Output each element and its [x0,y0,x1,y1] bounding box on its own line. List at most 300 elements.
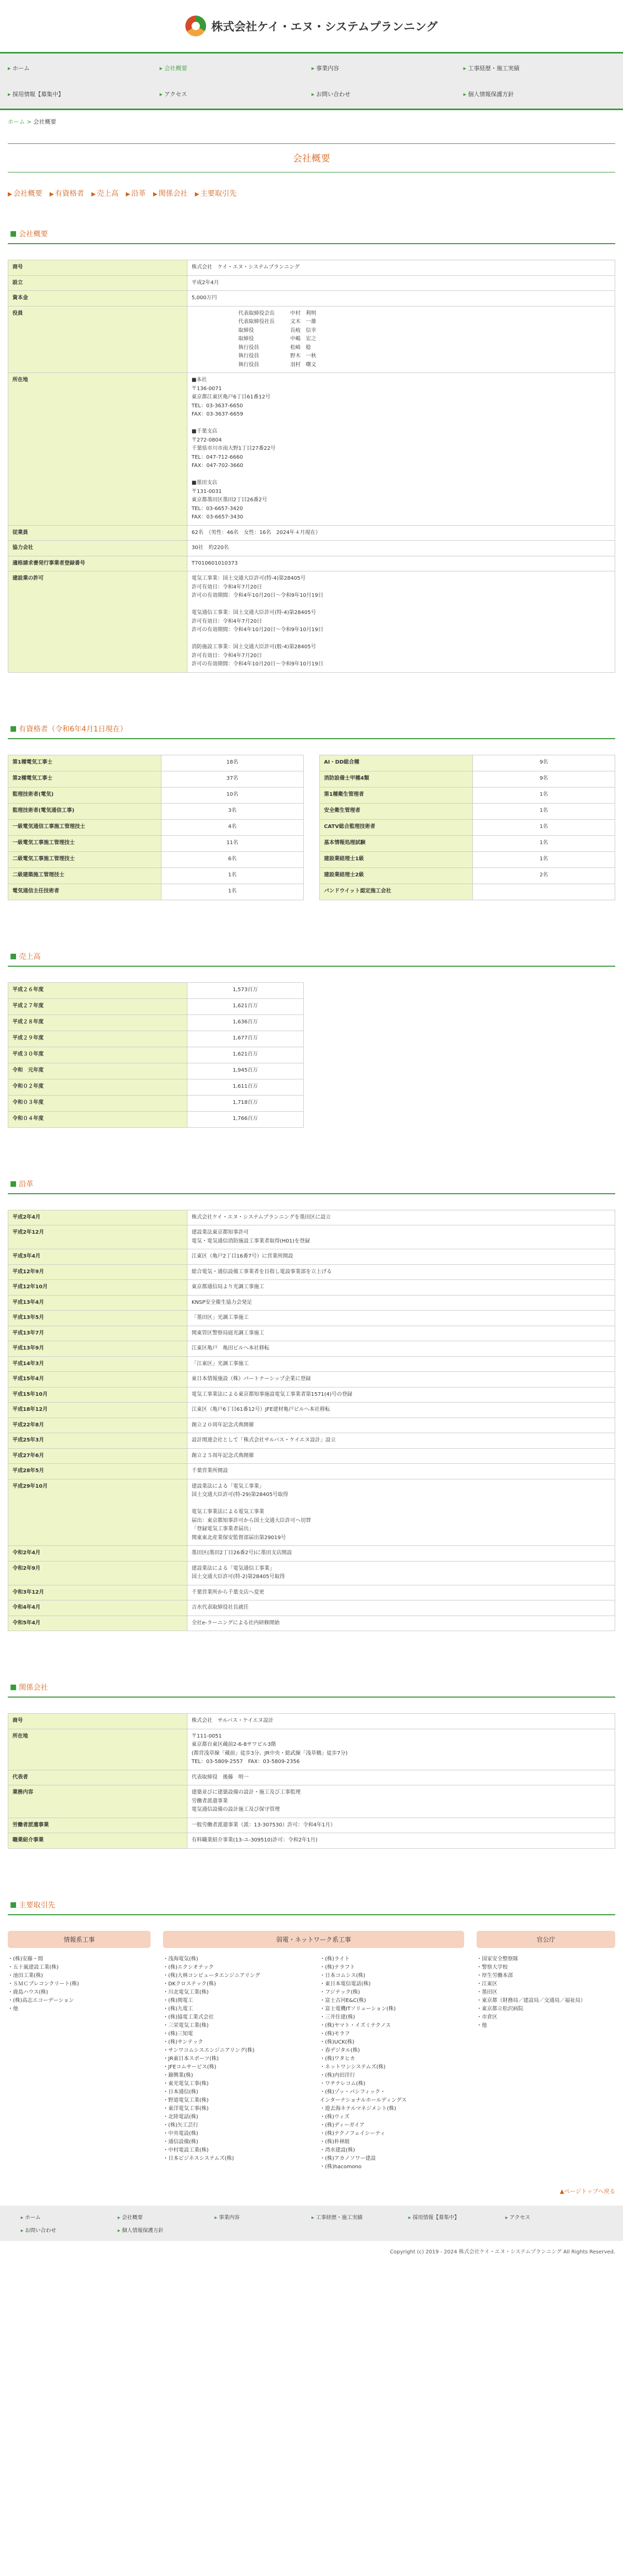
qualification-row [320,884,615,900]
copyright: Copyright (c) 2019 - 2024 株式会社ケイ・エヌ・システムプランニング All Rights Reserved. [390,2249,615,2255]
row-value: 1,945百万 [187,1063,304,1079]
row-label: 平成15年10月 [8,1387,187,1403]
row-label: 平成13年5月 [8,1311,187,1326]
row-value: 2名 [473,867,615,884]
bullet-icon: ■ [10,1683,17,1691]
anchor-link[interactable]: ▶ 関係会社 [153,188,187,198]
row-value: 1,573百万 [187,982,304,998]
sales-row [8,982,304,998]
qualification-row [320,771,615,787]
bullet-icon: ■ [10,724,17,733]
row-value: 4名 [161,819,304,835]
partner-item: ・ (株)モラフ [320,2030,464,2038]
row-value: 建設業法による「電気工事業」 国土交通大臣許可(特-29)第28405号取得 電気工事業法による電気工事業 届出：東京都知事許可から国土交通大臣許可へ切替 「登録電気工事業者届出」 関東東北産業保安監督部届出第29019号 [187,1479,615,1546]
qualification-row [8,884,304,900]
footer-nav-item[interactable]: ▸ アクセス [505,2213,602,2221]
row-value: 1,636百万 [187,1015,304,1031]
qualification-row [8,755,304,771]
row-label: 平成2年4月 [8,1210,187,1225]
history-row [8,1546,615,1561]
row-value: 62名 （男性：46名 女性：16名 2024年４月現在） [187,525,615,541]
row-value: 「江東区」光調工事施工 [187,1356,615,1372]
section-title: 会社概要 [19,230,48,238]
breadcrumb [0,110,623,133]
partner-item: ・ 富士古河E&C(株) [320,1997,464,2005]
footer-nav-item[interactable]: ▸ 採用情報【募集中】 [409,2213,506,2221]
qualification-row [8,819,304,835]
row-label: 商号 [8,1714,187,1729]
row-label: 平成2年12月 [8,1225,187,1249]
partner-item: ・ 東京都立松沢病院 [477,2005,615,2013]
qualification-row [8,787,304,803]
row-value: T7010601010373 [187,556,615,571]
section-heading-qualifications [8,719,615,739]
partner-item: ・ (株)朴林組 [320,2138,464,2146]
officers-list [187,306,615,373]
row-value: 代表取締役 後藤 明一 [187,1770,615,1785]
row-value: 吉水代表取締役社長就任 [187,1600,615,1616]
partner-item: ・ JR東日本スポーツ(株) [163,2055,307,2063]
officer-title: 執行役員 [238,353,259,359]
partner-item: ・ 東京都（財務局／建設局／交通局／福祉局） [477,1997,615,2005]
row-value: 江東区（亀戸2丁目16番7号）に営業所開設 [187,1249,615,1265]
sales-row [8,1047,304,1063]
history-row [8,1387,615,1403]
history-row [8,1210,615,1225]
related-row [8,1818,615,1833]
row-label: 平成２８年度 [8,1015,187,1031]
history-row [8,1280,615,1296]
qualification-row [320,803,615,819]
partner-item: ・ 厚生労働本部 [477,1972,615,1980]
page-top-link[interactable]: ▲ページトップへ戻る [560,2187,615,2195]
row-label: 平成18年12月 [8,1403,187,1418]
partner-item: ・ 遊去海ネテルマネジメント(株) [320,2105,464,2113]
history-row [8,1403,615,1418]
history-row [8,1372,615,1387]
anchor-link[interactable]: ▶ 売上高 [91,188,118,198]
row-label: 一級電気通信工事施工管理技士 [8,819,161,835]
row-value: 1,677百万 [187,1031,304,1047]
history-row [8,1326,615,1341]
related-company-table [8,1713,615,1849]
history-row [8,1585,615,1600]
row-value: 東京都通信局より光調工事施工 [187,1280,615,1296]
row-value: 平成2年4月 [187,275,615,291]
section-heading-sales [8,947,615,967]
row-label: CATV総合監理技術者 [320,819,473,835]
row-label: パンドウイット認定施工会社 [320,884,473,900]
partner-item: ・ (株)関電工 [163,1997,307,2005]
row-label: 令和4年4月 [8,1600,187,1616]
history-row [8,1479,615,1546]
qualification-row [8,835,304,851]
partner-item: ・ (株)テラフト [320,1964,464,1972]
partner-item: ・ 日本コムシス(株) [320,1972,464,1980]
row-value: 1,621百万 [187,998,304,1015]
row-label: 第1種衛生管理者 [320,787,473,803]
section-heading-related [8,1678,615,1698]
row-label: 商号 [8,260,187,276]
officer-name: 羽村 曙文 [290,362,316,368]
officer-name: 野木 一秋 [290,353,316,359]
breadcrumb-separator: > [25,118,34,125]
row-value: 千葉営業所開設 [187,1464,615,1479]
row-value: 1名 [161,884,304,900]
nav-item[interactable]: ▸ 会社概要 [160,59,312,77]
history-row [8,1600,615,1616]
row-label: 平成29年10月 [8,1479,187,1546]
row-value: 11名 [161,835,304,851]
page-title: 会社概要 [8,143,615,172]
row-value: 30社 約220名 [187,541,615,556]
overview-row [8,260,615,276]
partner-item: ・ 中央電設(株) [163,2130,307,2138]
footer-nav-item[interactable]: ▸ 個人情報保護方針 [118,2226,215,2234]
qualification-row [320,835,615,851]
row-label: 令和 元年度 [8,1063,187,1079]
qualifications-table-left [8,755,304,900]
history-row [8,1311,615,1326]
partner-item: ・ 東日本電信電話(株) [320,1980,464,1988]
row-label: 平成28年5月 [8,1464,187,1479]
overview-row [8,373,615,526]
partner-item: ・ (株)矢工芸行 [163,2121,307,2130]
overview-table [8,260,615,673]
related-row [8,1770,615,1785]
partner-item: ・ (株)内田洋行 [320,2072,464,2080]
partner-item: ・ 三井住建(株) [320,2013,464,2022]
company-logo-text[interactable]: 株式会社ケイ・エヌ・システムプランニング [211,20,438,34]
overview-row [8,571,615,673]
sales-row [8,998,304,1015]
row-label: 所在地 [8,1729,187,1770]
qualification-row [320,819,615,835]
breadcrumb-home-link[interactable]: ホーム [8,118,25,125]
row-value: 創立２０周年記念式典開催 [187,1418,615,1433]
row-label: 平成２６年度 [8,982,187,998]
section-heading-history [8,1174,615,1194]
partner-item: ・ (株)安藤・間 [8,1955,151,1964]
partner-item: ・ サンワコムシスエンジニアリング(株) [163,2047,307,2055]
history-row [8,1561,615,1585]
row-label: AI・DD総合種 [320,755,473,771]
nav-item[interactable]: ▸ ホーム [8,59,160,77]
officer-name: 中嶋 宏之 [290,336,316,342]
sales-table [8,982,304,1128]
row-label: 建設業の許可 [8,571,187,673]
partner-item: ・ (株)ワタヒカ [320,2055,464,2063]
row-value: 建設業法による「電気通信工事業」 国土交通大臣許可(特-2)第28405号取得 [187,1561,615,1585]
partner-item: ・ 市倉区 [477,2013,615,2022]
row-label: 従業員 [8,525,187,541]
row-value: 電気工事業法による東京都知事施設電気工事業者第1571(4)号の登録 [187,1387,615,1403]
section-title: 主要取引先 [19,1901,56,1910]
overview-row [8,291,615,306]
qualifications [8,755,615,900]
qualification-row [320,867,615,884]
related-row [8,1785,615,1818]
partner-item: ・ 川北電気工業(株) [163,1988,307,1997]
officer-name: 松崎 稔 [290,344,311,351]
partner-item: ・ (株)ヤマト・イズミテクノス [320,2022,464,2030]
row-value: 千葉営業所から千葉支店へ変更 [187,1585,615,1600]
partner-item: ・ 日本ビジネスシステムズ(株) [163,2155,307,2163]
qualification-row [8,851,304,867]
row-label: 一級電気工事施工管理技士 [8,835,161,851]
sales-row [8,1095,304,1111]
row-value: 〒111-0051 東京都台東区蔵前2-6-8サワビル3階 (都営浅草線「蔵前」徒歩3分、JR中央・総武線「浅草橋」徒歩7分) TEL：03-5809-2557 FAX：03-5809-2356 [187,1729,615,1770]
overview-row [8,556,615,571]
row-value: 1,718百万 [187,1095,304,1111]
section-heading-partners [8,1896,615,1915]
row-value: 電気工事業：国土交通大臣許可(特-4)第28405号 許可有効日：令和4年7月20日 許可の有効期間：令和4年10月20日〜令和9年10月19日 電気通信工事業：国土交通大臣許可(特-4)第28405号 許可有効日：令和4年7月20日 許可の有効期間：令和4年10月20日〜令和9年10月19日 消防施設工事業：国土交通大臣許可(般-4)第28405号 許可有効日：令和4年7月20日 許可の有効期間：令和4年10月20日〜令和9年10月19日 [187,571,615,673]
row-label: 電気通信主任技術者 [8,884,161,900]
nav-item[interactable]: ▸ 採用情報【募集中】 [8,85,160,103]
history-row [8,1356,615,1372]
footer-nav-item[interactable]: ▸ お問い合わせ [21,2226,118,2234]
partner-column-header: 官公庁 [477,1931,615,1948]
breadcrumb-current: 会社概要 [33,118,57,125]
partner-item: ・ 池田工業(株) [8,1972,151,1980]
partner-item: ・ 東光電気工事(株) [163,2080,307,2088]
partner-item: ・ 北陸電話(株) [163,2113,307,2121]
overview-row-officers [8,306,615,373]
row-label: 協力会社 [8,541,187,556]
row-label: 基本情報処理試験 [320,835,473,851]
row-value: 全社e-ラーニングによる社内研修開始 [187,1616,615,1631]
row-label: 設立 [8,275,187,291]
footer-nav-item[interactable]: ▸ 会社概要 [118,2213,215,2221]
footer-nav [0,2206,623,2241]
row-value: 総合電気・通信設備工事業者を目指し電設事業部を立上げる [187,1264,615,1280]
section-title: 沿革 [19,1180,34,1189]
row-label: 平成27年6月 [8,1448,187,1464]
global-nav [0,52,623,110]
row-value: 1名 [473,787,615,803]
partner-item: ・ (株)大林コンピュータエンジニアリング [163,1972,307,1980]
partner-item: ・ 中村電設工業(株) [163,2146,307,2155]
anchor-link[interactable]: ▶ 会社概要 [8,188,42,198]
row-value: 1名 [473,819,615,835]
row-label: 令和3年12月 [8,1585,187,1600]
nav-item[interactable]: ▸ 個人情報保護方針 [464,85,616,103]
row-label: 第1種電気工事士 [8,755,161,771]
partner-item: ・ 墨田区 [477,1988,615,1997]
row-value: 建設業法東京都知事許可 電気・電気通信消防施設工事業者取得(H01)を登録 [187,1225,615,1249]
partner-item: ・ 江東区 [477,1980,615,1988]
partner-item: ・ ＳＭＣプレコンクリート(株) [8,1980,151,1988]
row-label: 二級建築施工管理技士 [8,867,161,884]
officer-name: 文木 一雄 [290,319,316,325]
row-label: 役員 [8,306,187,373]
partner-item: ・ 三栄電気工業(株) [163,2022,307,2030]
partner-item: ・ 湾水建設(株) [320,2146,464,2155]
row-label: 平成14年3月 [8,1356,187,1372]
partner-item: ・ (株)ディーガイア [320,2121,464,2130]
partner-item: ・ (株)三知電 [163,2030,307,2038]
partner-item: ・ (株)高志エコーデーション [8,1997,151,2005]
partner-item: ・ DKクロステック(株) [163,1980,307,1988]
overview-row [8,541,615,556]
row-value: 1,611百万 [187,1079,304,1095]
row-value: 「墨田区」光調工事施工 [187,1311,615,1326]
history-row [8,1225,615,1249]
sales-row [8,1031,304,1047]
row-value: KNSP安全衛生協力会発足 [187,1295,615,1311]
history-row [8,1433,615,1449]
footer-nav-item[interactable]: ▸ 事業内容 [214,2213,312,2221]
sales-row [8,1079,304,1095]
partner-item: ・ 浅海電気(株) [163,1955,307,1964]
history-table [8,1210,615,1632]
partner-item: ・ 錦興業(株) [163,2072,307,2080]
officer-title: 取締役 [238,327,254,333]
row-value: 株式会社ケイ・エヌ・システムプランニングを墨田区に設立 [187,1210,615,1225]
sales-row [8,1063,304,1079]
row-value: 37名 [161,771,304,787]
site-header [0,0,623,52]
row-value: 1名 [473,835,615,851]
row-value: 18名 [161,755,304,771]
row-label: 令和０４年度 [8,1111,187,1127]
nav-item[interactable]: ▸ 事業内容 [312,59,464,77]
row-label: 平成13年9月 [8,1341,187,1357]
partner-item: ・ (株)ライト [320,1955,464,1964]
row-value: 3名 [161,803,304,819]
row-label: 平成22年8月 [8,1418,187,1433]
row-label: 建設業経理士2級 [320,867,473,884]
row-label: 第2種電気工事士 [8,771,161,787]
row-label: 安全衛生管理者 [320,803,473,819]
row-value: 1,621百万 [187,1047,304,1063]
row-value: 1名 [473,803,615,819]
partner-column-header: 弱電・ネットワーク系工事 [163,1931,464,1948]
overview-row [8,275,615,291]
section-heading-overview [8,224,615,244]
related-row [8,1729,615,1770]
row-label: 平成25年3月 [8,1433,187,1449]
row-value: 1名 [161,867,304,884]
history-row [8,1616,615,1631]
related-row [8,1833,615,1849]
qualification-row [320,787,615,803]
qualification-row [8,803,304,819]
partner-item: ・ 五十嵐建設工業(株) [8,1964,151,1972]
officer-title: 代表取締役社長 [238,319,275,325]
anchor-link[interactable]: ▶ 有資格者 [49,188,84,198]
anchor-link[interactable]: ▶ 沿革 [126,188,145,198]
row-label: 令和5年4月 [8,1616,187,1631]
row-label: 所在地 [8,373,187,526]
row-label: 平成15年4月 [8,1372,187,1387]
row-value: 5,000万円 [187,291,615,306]
row-label: 職業紹介事業 [8,1833,187,1849]
sales-row [8,1111,304,1127]
row-label: 代表者 [8,1770,187,1785]
logo-icon[interactable] [185,16,206,36]
partners [8,1931,615,2171]
history-row [8,1464,615,1479]
officer-name: 長岐 信幸 [290,327,316,333]
partner-item: ・ (株)サンテック [163,2038,307,2047]
officer-title: 代表取締役会長 [238,310,275,316]
history-row [8,1448,615,1464]
qualifications-table-right [319,755,615,900]
qualification-row [320,755,615,771]
row-label: 平成２７年度 [8,998,187,1015]
anchor-links [0,188,623,198]
section-title: 関係会社 [19,1684,48,1692]
row-value: 10名 [161,787,304,803]
row-value: 墨田区(墨田2丁目26番2号)に墨田支店開設 [187,1546,615,1561]
row-label: 監理技術者(電気) [8,787,161,803]
row-label: 令和2年4月 [8,1546,187,1561]
nav-item[interactable]: ▸ アクセス [160,85,312,103]
partner-item: ・ 東洋電気工事(株) [163,2105,307,2113]
row-value: 株式会社 ケイ・エヌ・システムプランニング [187,260,615,276]
row-value: 江東区（亀戸6丁目61番12号）JFE建材亀戸ビルへ本社移転 [187,1403,615,1418]
partner-column-header: 情報系工事 [8,1931,151,1948]
bullet-icon: ■ [10,1900,17,1909]
history-row [8,1418,615,1433]
partner-item: ・ 警察大学校 [477,1964,615,1972]
partner-item: ・ フジテック(株) [320,1988,464,1997]
row-value: 1名 [473,851,615,867]
anchor-link[interactable]: ▶ 主要取引先 [195,188,236,198]
row-label: 平成13年4月 [8,1295,187,1311]
row-label: 平成２９年度 [8,1031,187,1047]
history-row [8,1249,615,1265]
row-label: 令和０３年度 [8,1095,187,1111]
partner-item: ・ 他 [477,2022,615,2030]
row-label: 監理技術者(電気通信工事) [8,803,161,819]
row-label: 業務内容 [8,1785,187,1818]
qualification-row [8,867,304,884]
partner-item: ・ 国家安全整察隊 [477,1955,615,1964]
row-value: 6名 [161,851,304,867]
row-label: 平成13年7月 [8,1326,187,1341]
row-value: 有料職業紹介事業(13-ユ-309510)許可：令和2年1月) [187,1833,615,1849]
partner-item: ・ 野道電気工業(株) [163,2097,307,2105]
officer-title: 取締役 [238,336,254,342]
row-label: 資本金 [8,291,187,306]
row-label: 平成12年10月 [8,1280,187,1296]
row-label: 二級電気工事施工管理技士 [8,851,161,867]
row-label: 適格請求書発行事業者登録番号 [8,556,187,571]
qualification-row [8,771,304,787]
partner-item: ・ (株)ウィズ [320,2113,464,2121]
partner-item: ・ 鹿島ハウス(株) [8,1988,151,1997]
partner-item: ・ (株)UCK(株) [320,2038,464,2047]
section-title: 有資格者（令和6年4月1日現在） [19,725,127,733]
partner-item: ・ 春デジタル(株) [320,2047,464,2055]
partner-item: ・ 通信設備(株) [163,2138,307,2146]
row-value: 関東管区警察局庭光調工事施工 [187,1326,615,1341]
footer-nav-item[interactable]: ▸ 工事経歴・施工実績 [312,2213,409,2221]
overview-row [8,525,615,541]
footer-nav-item[interactable]: ▸ ホーム [21,2213,118,2221]
row-value: ■本社 〒136-0071 東京都江東区亀戸6丁目61番12号 TEL：03-3637-6650 FAX：03-3637-6659 ■千葉支店 〒272-0804 千葉県市川市南大野1丁目27番22号 TEL：047-712-6660 FAX：047-702-3660 ■墨田支店 〒131-0031 東京都墨田区墨田2丁目26番2号 TEL：03-6657-3420 FAX：03-6657-3430 [187,373,615,526]
partner-item: ・ ネットワンシステムズ(株) [320,2063,464,2072]
row-label: 平成3年4月 [8,1249,187,1265]
partner-item: ・ 他 [8,2005,151,2013]
nav-item[interactable]: ▸ 工事経歴・施工実績 [464,59,616,77]
nav-item[interactable]: ▸ お問い合わせ [312,85,464,103]
partner-item: ・ JFEコムサービス(株) [163,2063,307,2072]
row-value: 一般労働者派遣事業（派：13-307530）許可：令和4年1月） [187,1818,615,1833]
partner-item: ・ (株)hacomono [320,2163,464,2171]
